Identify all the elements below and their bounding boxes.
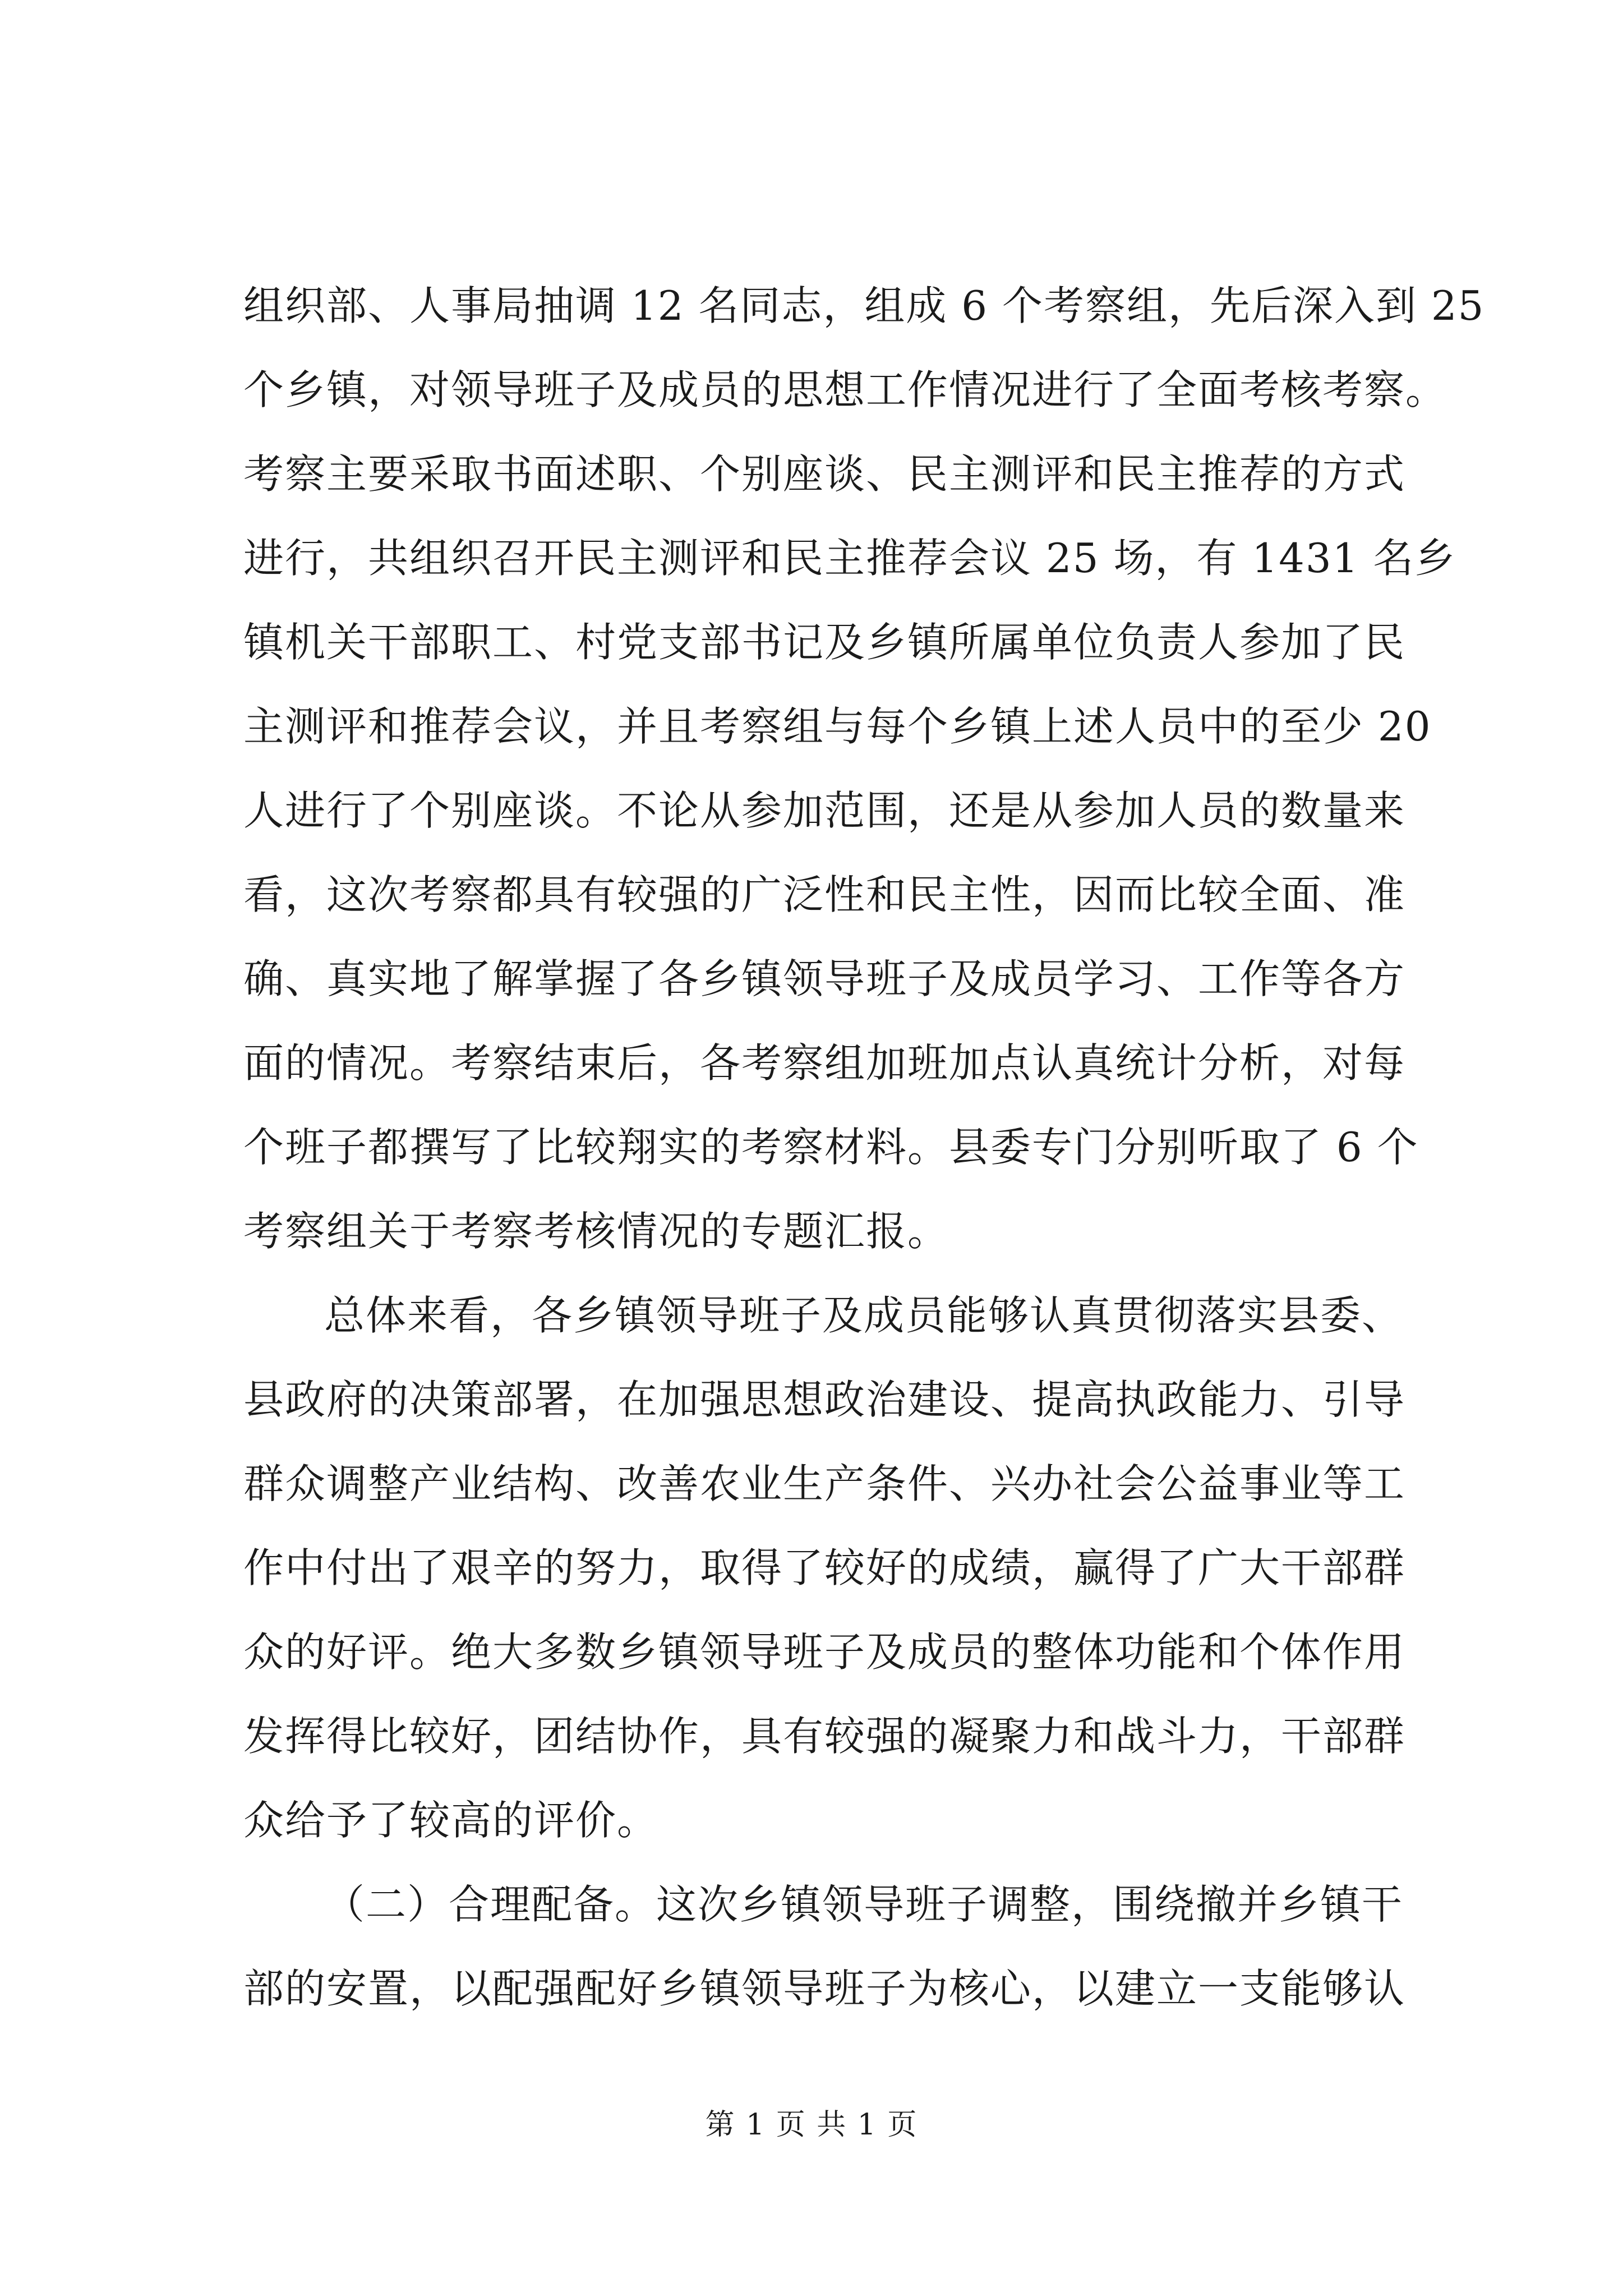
text-line: 众的好评。绝大多数乡镇领导班子及成员的整体功能和个体作用 <box>243 1628 1406 1676</box>
text-line: 个乡镇，对领导班子及成员的思想工作情况进行了全面考核考察。 <box>243 366 1447 413</box>
text-line: 组织部、人事局抽调 12 名同志，组成 6 个考察组，先后深入到 25 <box>243 282 1485 329</box>
text-line: 部的安置，以配强配好乡镇领导班子为核心，以建立一支能够认 <box>243 1965 1406 2012</box>
text-line: 面的情况。考察结束后，各考察组加班加点认真统计分析，对每 <box>243 1039 1406 1087</box>
page-footer <box>0 2101 1623 2143</box>
text-line: 作中付出了艰辛的努力，取得了较好的成绩，赢得了广大干部群 <box>243 1544 1406 1591</box>
text-line: 主测评和推荐会议，并且考察组与每个乡镇上述人员中的至少 20 <box>243 703 1432 750</box>
text-line: 考察主要采取书面述职、个别座谈、民主测评和民主推荐的方式 <box>243 450 1406 498</box>
text-line: 人进行了个别座谈。不论从参加范围，还是从参加人员的数量来 <box>243 787 1406 834</box>
text-line: 县政府的决策部署，在加强思想政治建设、提高执政能力、引导 <box>243 1376 1406 1423</box>
text-line: （二）合理配备。这次乡镇领导班子调整，围绕撤并乡镇干 <box>324 1881 1404 1928</box>
text-line: 发挥得比较好，团结协作，具有较强的凝聚力和战斗力，干部群 <box>243 1713 1406 1760</box>
text-line: 进行，共组织召开民主测评和民主推荐会议 25 场，有 1431 名乡 <box>243 535 1456 582</box>
text-line: 看，这次考察都具有较强的广泛性和民主性，因而比较全面、准 <box>243 871 1406 918</box>
document-body <box>243 264 1485 2031</box>
text-line: 众给予了较高的评价。 <box>243 1797 659 1844</box>
text-line: 确、真实地了解掌握了各乡镇领导班子及成员学习、工作等各方 <box>243 955 1406 1002</box>
text-line: 镇机关干部职工、村党支部书记及乡镇所属单位负责人参加了民 <box>243 619 1406 666</box>
text-line: 群众调整产业结构、改善农业生产条件、兴办社会公益事业等工 <box>243 1460 1406 1507</box>
text-line: 考察组关于考察考核情况的专题汇报。 <box>243 1208 949 1255</box>
text-line: 总体来看，各乡镇领导班子及成员能够认真贯彻落实县委、 <box>324 1292 1404 1339</box>
text-line: 个班子都撰写了比较翔实的考察材料。县委专门分别听取了 6 个 <box>243 1124 1419 1171</box>
page-number-label: 第 1 页 共 1 页 <box>705 2108 918 2142</box>
